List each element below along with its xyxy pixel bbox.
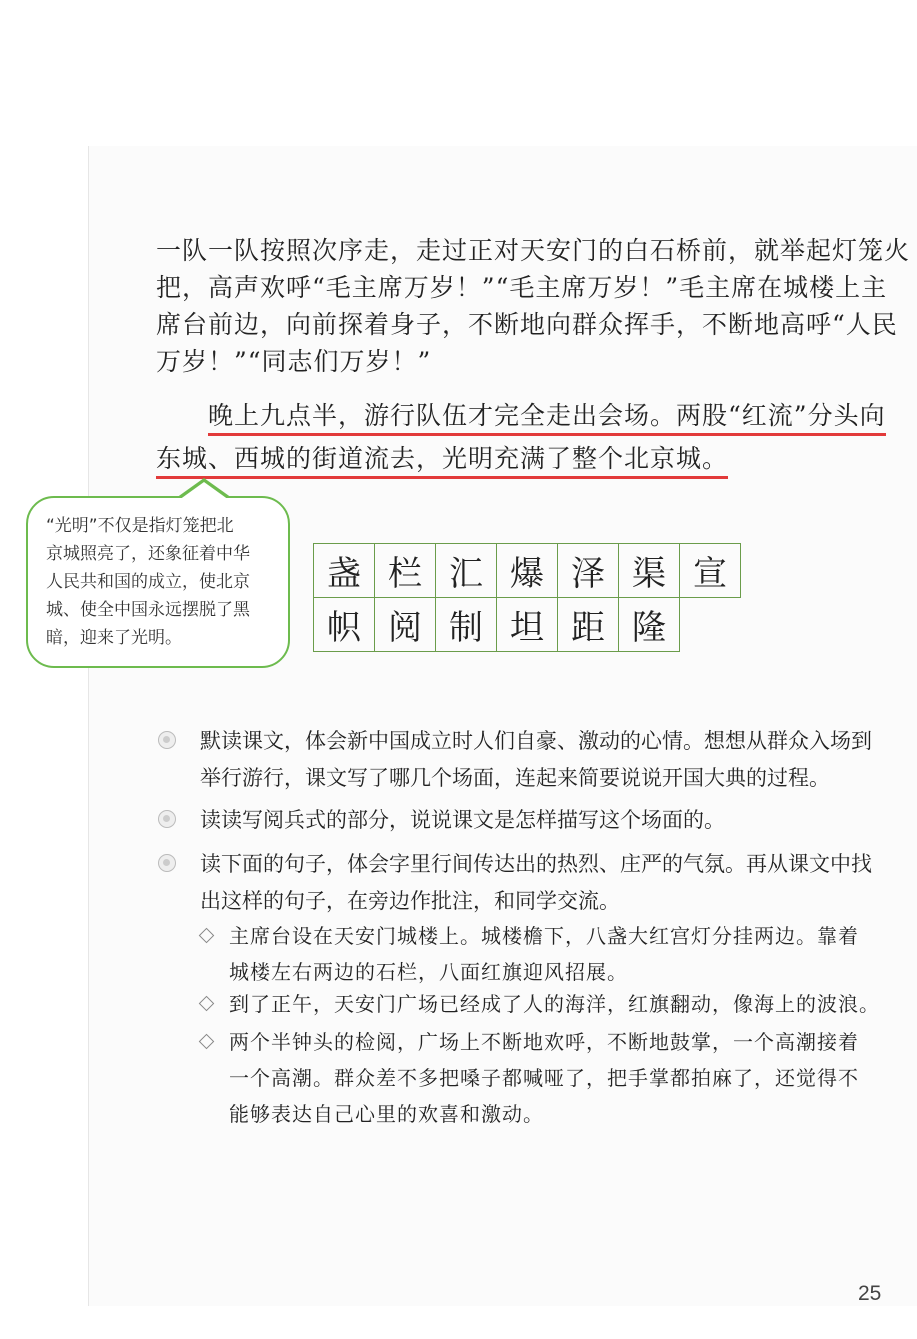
underlined-paragraph (156, 397, 891, 477)
sentence-line: 两个半钟头的检阅，广场上不断地欢呼，不断地鼓掌，一个高潮接着 (229, 1030, 859, 1054)
character-cell: 爆 (497, 544, 558, 598)
sentence-line: 能够表达自己心里的欢喜和激动。 (229, 1102, 544, 1126)
character-cell: 阅 (375, 598, 436, 652)
character-cell: 渠 (619, 544, 680, 598)
question-line: 举行游行，课文写了哪几个场面，连起来简要说说开国大典的过程。 (200, 766, 830, 790)
character-cell: 坦 (497, 598, 558, 652)
question-line: 出这样的句子，在旁边作批注，和同学交流。 (200, 889, 620, 913)
callout-line: 暗，迎来了光明。 (46, 628, 182, 648)
sentence-line: 一个高潮。群众差不多把嗓子都喊哑了，把手掌都拍麻了，还觉得不 (229, 1066, 859, 1090)
callout-text (46, 512, 282, 652)
circle-bullet-icon (158, 854, 176, 872)
question-line: 读下面的句子，体会字里行间传达出的热烈、庄严的气氛。再从课文中找 (200, 852, 872, 876)
character-cell: 制 (436, 598, 497, 652)
new-characters-grid (313, 543, 741, 652)
question-line: 读读写阅兵式的部分，说说课文是怎样描写这个场面的。 (200, 808, 725, 832)
body-paragraph (156, 232, 911, 380)
callout-line: 城、使全中国永远摆脱了黑 (46, 600, 250, 620)
callout-line: “光明”不仅是指灯笼把北 (46, 516, 234, 536)
character-cell: 隆 (619, 598, 680, 652)
question-line: 默读课文，体会新中国成立时人们自豪、激动的心情。想想从群众入场到 (200, 729, 872, 753)
circle-bullet-icon (158, 731, 176, 749)
character-cell: 盏 (314, 544, 375, 598)
body-line: 一队一队按照次序走，走过正对天安门的白石桥前，就举起灯笼火 (156, 236, 911, 265)
character-cell: 栏 (375, 544, 436, 598)
body-line: 把，高声欢呼“毛主席万岁！”“毛主席万岁！”毛主席在城楼上主 (156, 273, 888, 302)
character-cell: 泽 (558, 544, 619, 598)
callout-line: 人民共和国的成立，使北京 (46, 572, 250, 592)
character-cell: 距 (558, 598, 619, 652)
sentence-line: 到了正午，天安门广场已经成了人的海洋，红旗翻动，像海上的波浪。 (229, 992, 880, 1016)
underlined-line: 晚上九点半，游行队伍才完全走出会场。两股“红流”分头向 (208, 399, 886, 436)
character-cell: 汇 (436, 544, 497, 598)
circle-bullet-icon (158, 810, 176, 828)
body-line: 万岁！”“同志们万岁！” (156, 347, 432, 376)
sentence-line: 城楼左右两边的石栏，八面红旗迎风招展。 (229, 960, 628, 984)
page-number: 25 (858, 1282, 882, 1305)
callout-line: 京城照亮了，还象征着中华 (46, 544, 250, 564)
character-cell: 宣 (680, 544, 741, 598)
body-line: 席台前边，向前探着身子，不断地向群众挥手，不断地高呼“人民 (156, 310, 898, 339)
sentence-line: 主席台设在天安门城楼上。城楼檐下，八盏大红宫灯分挂两边。靠着 (229, 924, 859, 948)
underlined-line: 东城、西城的街道流去，光明充满了整个北京城。 (156, 442, 728, 479)
character-cell: 帜 (314, 598, 375, 652)
